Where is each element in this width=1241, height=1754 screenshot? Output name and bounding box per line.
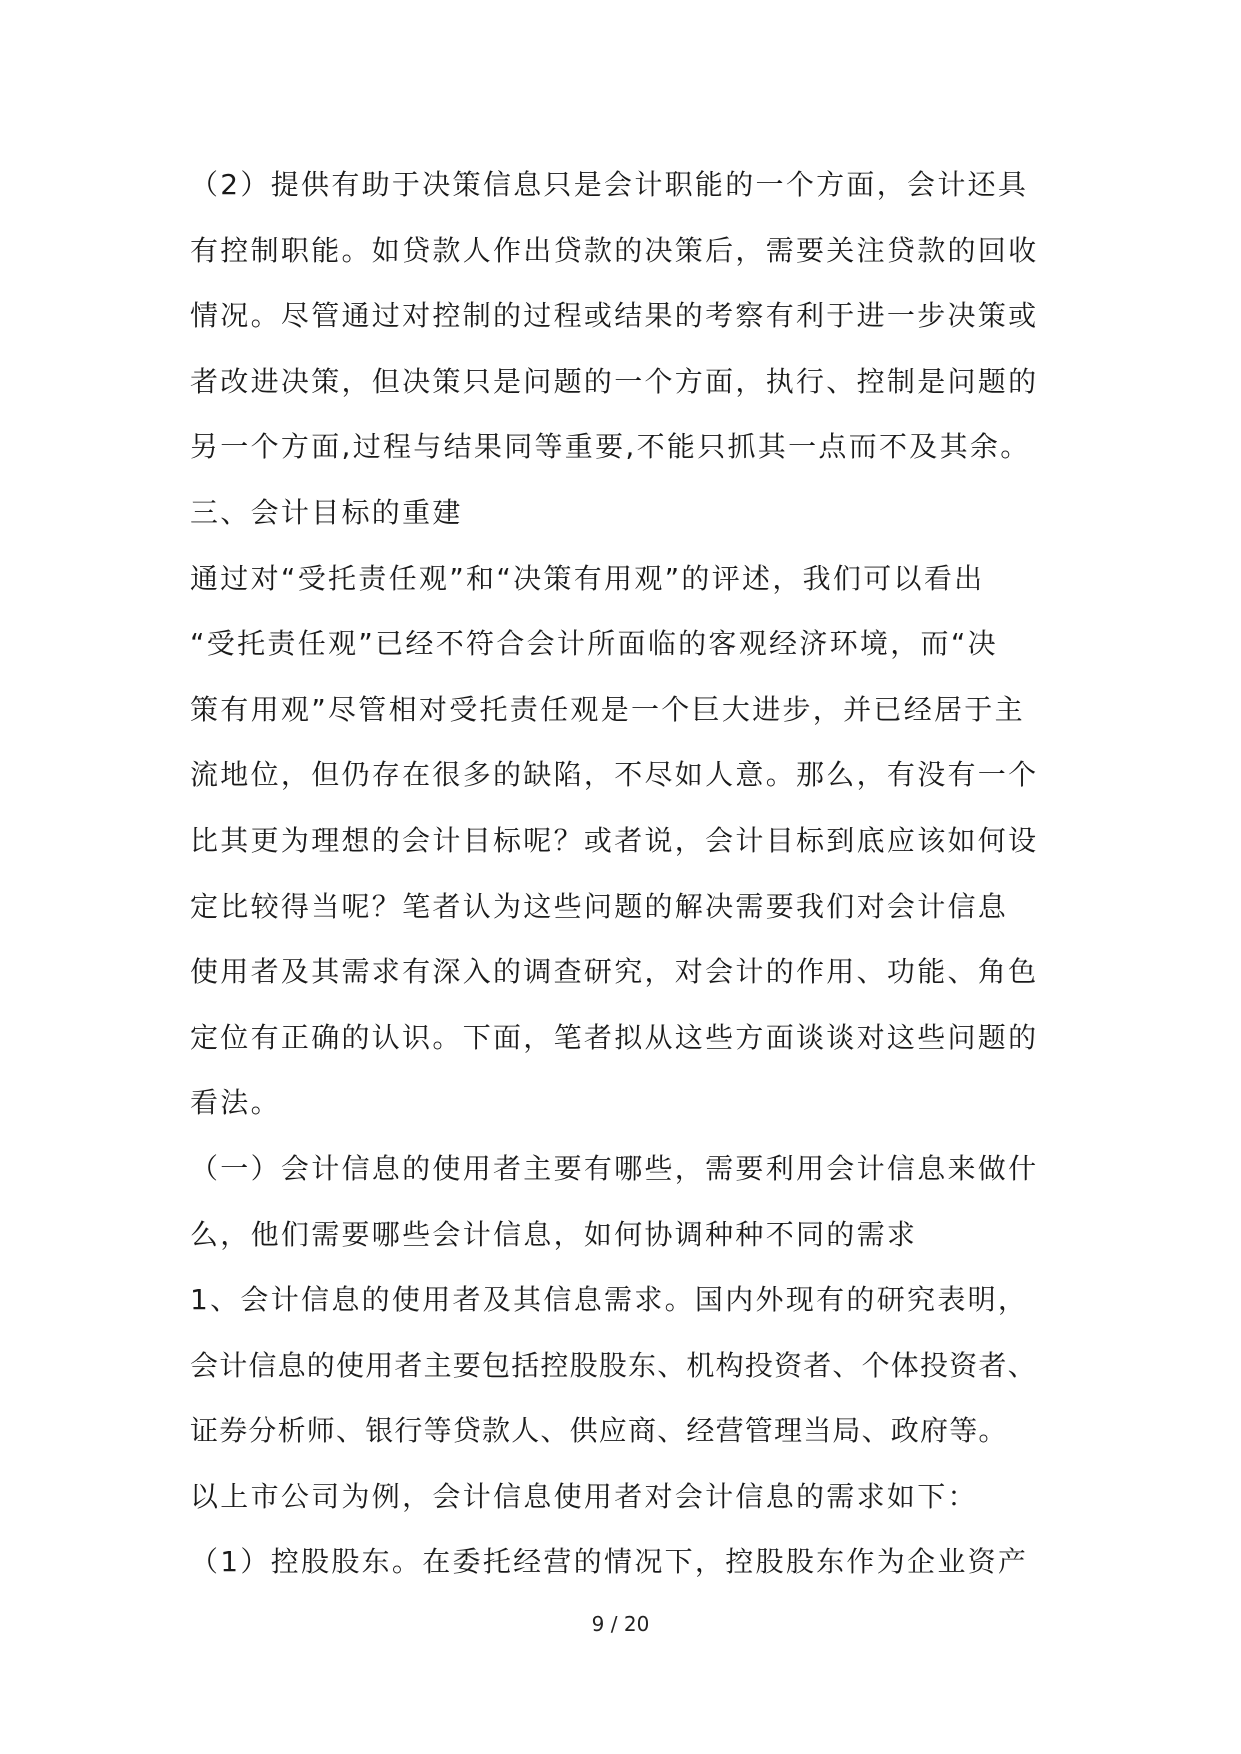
text-line: 以上市公司为例，会计信息使用者对会计信息的需求如下： <box>190 1479 978 1513</box>
text-line: （1）控股股东。在委托经营的情况下，控股股东作为企业资产 <box>190 1545 1029 1579</box>
text-line: 使用者及其需求有深入的调查研究，对会计的作用、功能、角色 <box>190 955 1039 989</box>
text-line: 有控制职能。如贷款人作出贷款的决策后，需要关注贷款的回收 <box>190 233 1039 267</box>
page-number: 9 / 20 <box>591 1612 650 1636</box>
text-line: 定比较得当呢？笔者认为这些问题的解决需要我们对会计信息 <box>190 889 1009 923</box>
text-line: 流地位，但仍存在很多的缺陷，不尽如人意。那么，有没有一个 <box>190 758 1039 792</box>
subsection-heading: （一）会计信息的使用者主要有哪些，需要利用会计信息来做什 <box>190 1151 1039 1185</box>
text-line: 定位有正确的认识。下面，笔者拟从这些方面谈谈对这些问题的 <box>190 1020 1039 1054</box>
text-line: 会计信息的使用者主要包括控股股东、机构投资者、个体投资者、 <box>190 1348 1037 1382</box>
text-line: 策有用观”尽管相对受托责任观是一个巨大进步，并已经居于主 <box>190 692 1025 726</box>
text-line: 1、会计信息的使用者及其信息需求。国内外现有的研究表明， <box>190 1283 1029 1317</box>
text-line: 另一个方面,过程与结果同等重要,不能只抓其一点而不及其余。 <box>190 430 1031 464</box>
text-line: 情况。尽管通过对控制的过程或结果的考察有利于进一步决策或 <box>190 299 1039 333</box>
text-line: 者改进决策，但决策只是问题的一个方面，执行、控制是问题的 <box>190 364 1039 398</box>
text-line: （2）提供有助于决策信息只是会计职能的一个方面，会计还具 <box>190 168 1029 201</box>
text-line: 通过对“受托责任观”和“决策有用观”的评述，我们可以看出 <box>190 561 985 595</box>
text-line: 比其更为理想的会计目标呢？或者说，会计目标到底应该如何设 <box>190 823 1039 857</box>
text-line: 看法。 <box>190 1086 281 1120</box>
subsection-heading: 么，他们需要哪些会计信息，如何协调种种不同的需求 <box>190 1217 918 1251</box>
text-line: 证券分析师、银行等贷款人、供应商、经营管理当局、政府等。 <box>190 1414 1008 1448</box>
section-heading: 三、会计目标的重建 <box>190 495 463 529</box>
body-text <box>190 152 1070 1595</box>
text-line: “受托责任观”已经不符合会计所面临的客观经济环境，而“决 <box>190 627 998 661</box>
